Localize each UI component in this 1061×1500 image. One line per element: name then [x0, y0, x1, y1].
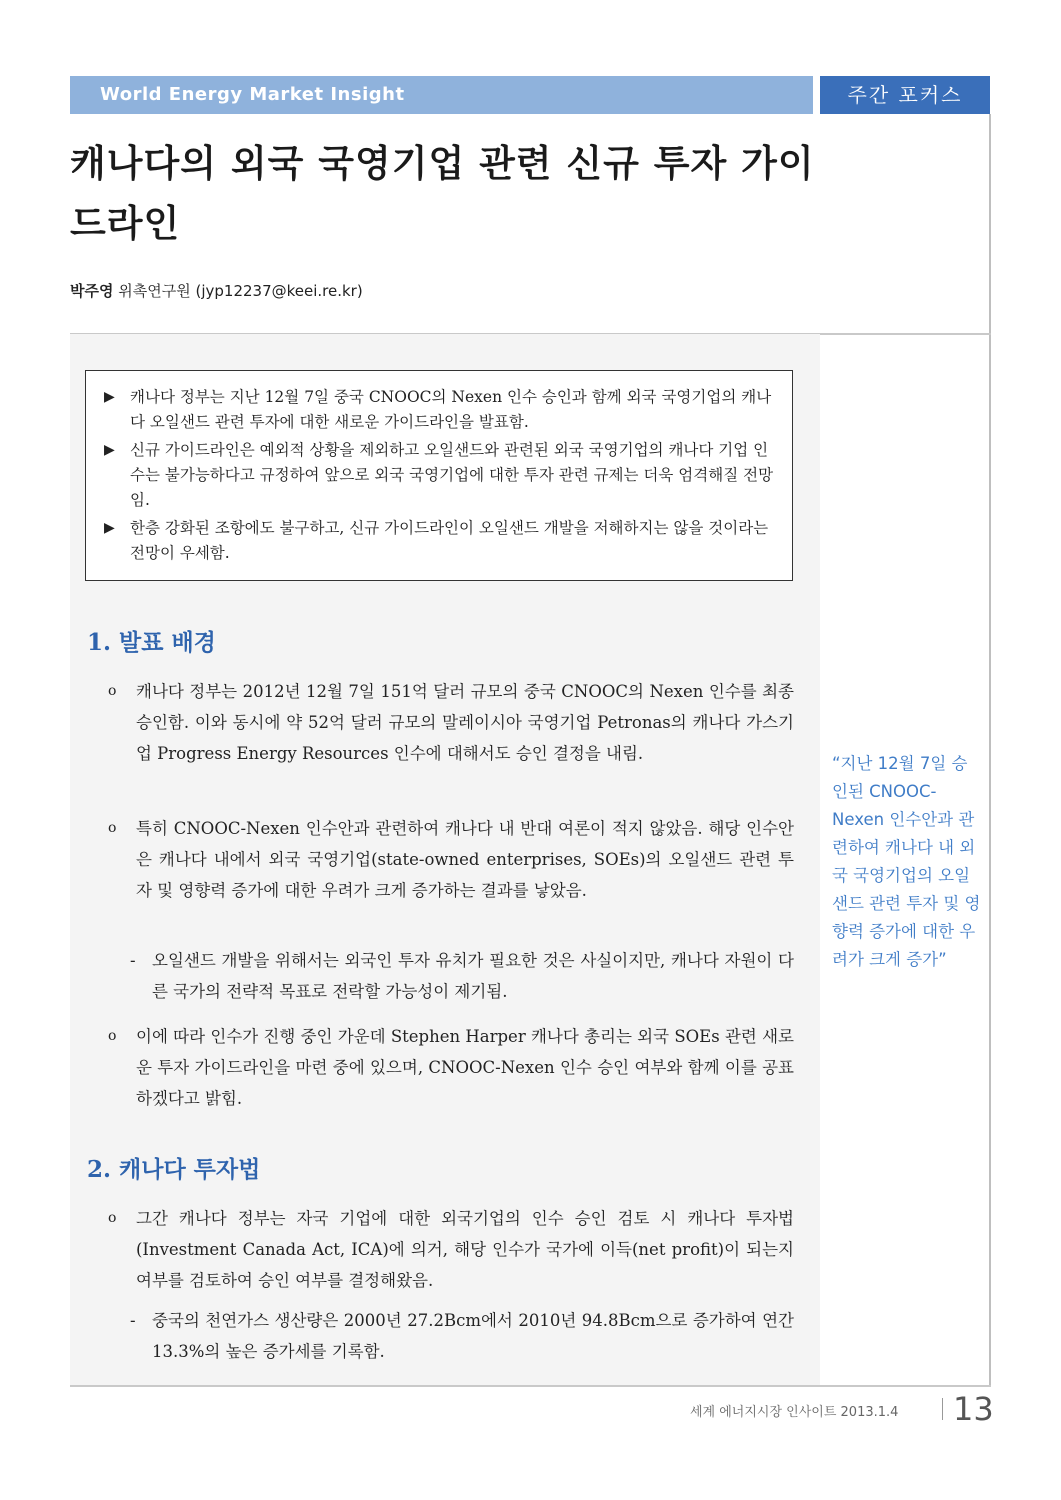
sub-paragraph	[130, 945, 794, 1007]
paragraph-text: 특히 CNOOC-Nexen 인수안과 관련하여 캐나다 내 반대 여론이 적지 않았음. 해당 인수안은 캐나다 내에서 외국 국영기업(state-owned enterprises, SOEs)의 오일샌드 관련 투자 및 영향력 증가에 대한 우려가 크게 증가하는 결과를 낳았음.	[136, 819, 794, 900]
summary-box	[85, 370, 793, 581]
author-line	[70, 280, 363, 301]
series-title: World Energy Market Insight	[100, 84, 405, 105]
circle-bullet-icon: o	[108, 820, 117, 836]
circle-bullet-icon: o	[108, 1028, 117, 1044]
sub-paragraph	[130, 1305, 794, 1367]
summary-text: 캐나다 정부는 지난 12월 7일 중국 CNOOC의 Nexen 인수 승인과 함께 외국 국영기업의 캐나다 오일샌드 관련 투자에 대한 새로운 가이드라인을 발표함.	[130, 388, 772, 431]
summary-item	[104, 385, 778, 435]
dash-bullet-icon: -	[130, 951, 136, 970]
triangle-bullet-icon: ▶	[104, 520, 115, 536]
right-margin-rule	[989, 114, 991, 1386]
pull-quote: “지난 12월 7일 승인된 CNOOC-Nexen 인수안과 관련하여 캐나다 내 외국 국영기업의 오일샌드 관련 투자 및 영향력 증가에 대한 우려가 크게 증가”	[832, 754, 981, 969]
summary-text: 한층 강화된 조항에도 불구하고, 신규 가이드라인이 오일샌드 개발을 저해하지는 않을 것이라는 전망이 우세함.	[130, 519, 769, 562]
paragraph	[108, 676, 794, 769]
series-title-bar	[70, 76, 813, 114]
summary-item	[104, 516, 778, 566]
paragraph	[108, 1021, 794, 1114]
bottom-divider	[70, 1385, 991, 1387]
circle-bullet-icon: o	[108, 683, 117, 699]
triangle-bullet-icon: ▶	[104, 442, 115, 458]
summary-item	[104, 438, 778, 513]
section-heading-1: 1. 발표 배경	[87, 629, 216, 656]
sub-paragraph-text: 중국의 천연가스 생산량은 2000년 27.2Bcm에서 2010년 94.8Bcm으로 증가하여 연간 13.3%의 높은 증가세를 기록함.	[152, 1311, 794, 1361]
footer-publication: 세계 에너지시장 인사이트 2013.1.4	[690, 1405, 899, 1420]
circle-bullet-icon: o	[108, 1210, 117, 1226]
dash-bullet-icon: -	[130, 1311, 136, 1330]
paragraph-text: 그간 캐나다 정부는 자국 기업에 대한 외국기업의 인수 승인 검토 시 캐나다 투자법(Investment Canada Act, ICA)에 의거, 해당 인수가 국가에 이득(net profit)이 되는지 여부를 검토하여 승인 여부를 결정해왔음.	[136, 1209, 794, 1290]
sub-paragraph-text: 오일샌드 개발을 위해서는 외국인 투자 유치가 필요한 것은 사실이지만, 캐나다 자원이 다른 국가의 전략적 목표로 전락할 가능성이 제기됨.	[152, 951, 794, 1001]
triangle-bullet-icon: ▶	[104, 389, 115, 405]
paragraph-text: 캐나다 정부는 2012년 12월 7일 151억 달러 규모의 중국 CNOOC의 Nexen 인수를 최종 승인함. 이와 동시에 약 52억 달러 규모의 말레이시아 국영기업 Petronas의 캐나다 가스기업 Progress Energy Resources 인수에 대해서도 승인 결정을 내림.	[136, 682, 794, 763]
section-tag: 주간 포커스	[820, 76, 990, 114]
paragraph	[108, 1203, 794, 1296]
page-number: 13	[953, 1390, 994, 1428]
summary-text: 신규 가이드라인은 예외적 상황을 제외하고 오일샌드와 관련된 외국 국영기업의 캐나다 기업 인수는 불가능하다고 규정하여 앞으로 외국 국영기업에 대한 투자 관련 규제는 더욱 엄격해질 전망임.	[130, 441, 774, 509]
author-role: 위촉연구원 (jyp12237@keei.re.kr)	[118, 282, 363, 300]
author-name: 박주영	[70, 282, 114, 300]
section-heading-2: 2. 캐나다 투자법	[87, 1156, 261, 1183]
paragraph	[108, 813, 794, 906]
paragraph-text: 이에 따라 인수가 진행 중인 가운데 Stephen Harper 캐나다 총리는 외국 SOEs 관련 새로운 투자 가이드라인을 마련 중에 있으며, CNOOC-Nexen 인수 승인 여부와 함께 이를 공표하겠다고 밝힘.	[136, 1027, 794, 1108]
article-title: 캐나다의 외국 국영기업 관련 신규 투자 가이드라인	[70, 142, 815, 245]
footer-separator	[942, 1398, 943, 1420]
